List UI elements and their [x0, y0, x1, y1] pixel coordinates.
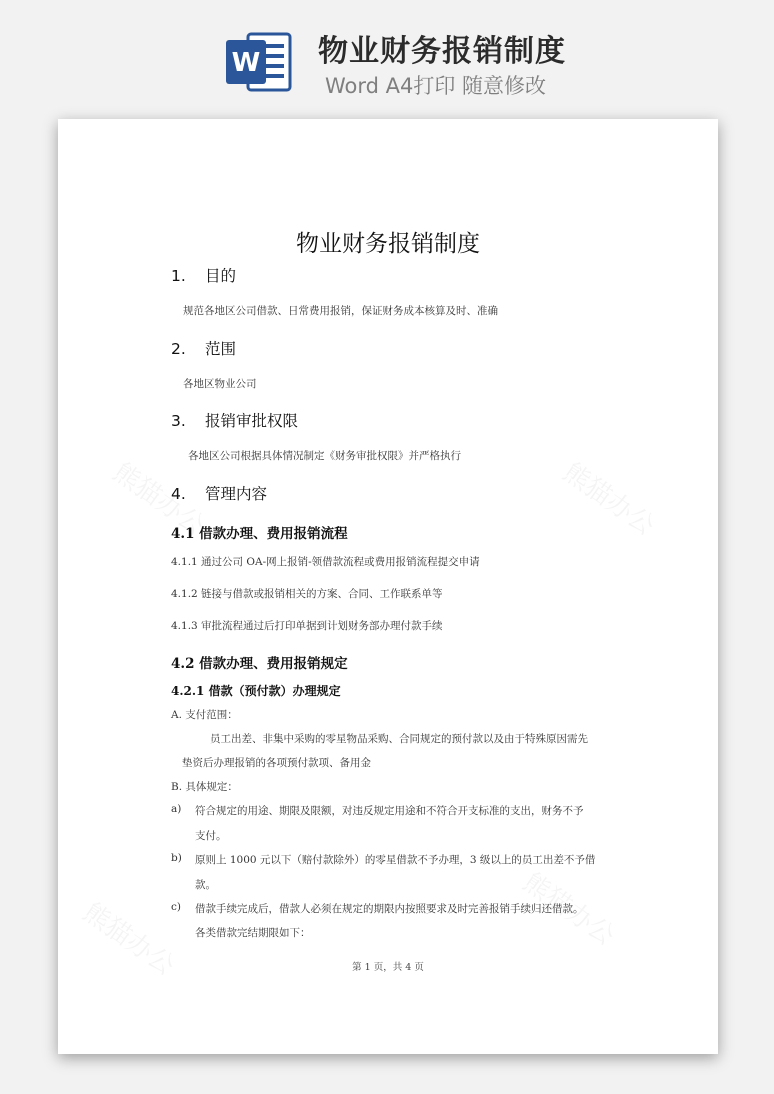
svg-text:W: W: [231, 48, 261, 78]
paragraph-line: 垫资后办理报销的各项预付款项、备用金: [182, 757, 371, 769]
document-title: 物业财务报销制度: [296, 231, 480, 257]
item-label: B. 具体规定：: [171, 781, 238, 793]
paragraph-line: 借款手续完成后，借款人必须在规定的期限内按照要求及时完善报销手续归还借款。: [195, 903, 584, 915]
list-marker: b): [171, 852, 182, 864]
page-footer: 第 1 页，共 4 页: [352, 962, 424, 973]
banner-subtitle: Word A4打印 随意修改: [325, 74, 547, 98]
section-body: 各地区公司根据具体情况制定《财务审批权限》并严格执行: [188, 450, 461, 462]
subsection-heading: 4.2 借款办理、费用报销规定: [171, 656, 348, 672]
section-body: 规范各地区公司借款、日常费用报销，保证财务成本核算及时、准确: [183, 305, 498, 317]
subsection-heading: 4.1 借款办理、费用报销流程: [171, 526, 348, 542]
word-icon: [222, 26, 294, 98]
watermark: [557, 453, 663, 543]
sub-subsection-heading: 4.2.1 借款（预付款）办理规定: [171, 684, 341, 698]
paragraph-line: 款。: [195, 879, 216, 891]
paragraph-line: 支付。: [195, 830, 227, 842]
banner-title: 物业财务报销制度: [318, 34, 566, 69]
document-page: [58, 119, 718, 1054]
section-heading: 4. 管理内容: [171, 485, 268, 503]
paragraph-line: 符合规定的用途、期限及限额，对违反规定用途和不符合开支标准的支出，财务不予: [195, 805, 584, 817]
list-item: 4.1.3 审批流程通过后打印单据到计划财务部办理付款手续: [171, 620, 443, 632]
list-item: 4.1.1 通过公司 OA-网上报销-领借款流程或费用报销流程提交申请: [171, 556, 480, 568]
section-body: 各地区物业公司: [183, 378, 257, 390]
list-item: 4.1.2 链接与借款或报销相关的方案、合同、工作联系单等: [171, 588, 443, 600]
banner: [0, 0, 774, 110]
list-marker: a): [171, 803, 182, 815]
paragraph-line: 员工出差、非集中采购的零星物品采购、合同规定的预付款以及由于特殊原因需先: [210, 733, 588, 745]
paragraph-line: 各类借款完结期限如下：: [195, 927, 311, 939]
item-label: A. 支付范围：: [171, 709, 238, 721]
section-heading: 1. 目的: [171, 267, 237, 285]
paragraph-line: 原则上 1000 元以下（赔付款除外）的零星借款不予办理，3 级以上的员工出差不予借: [195, 854, 596, 866]
section-heading: 2. 范围: [171, 340, 237, 358]
list-marker: c): [171, 901, 181, 913]
section-heading: 3. 报销审批权限: [171, 412, 299, 430]
